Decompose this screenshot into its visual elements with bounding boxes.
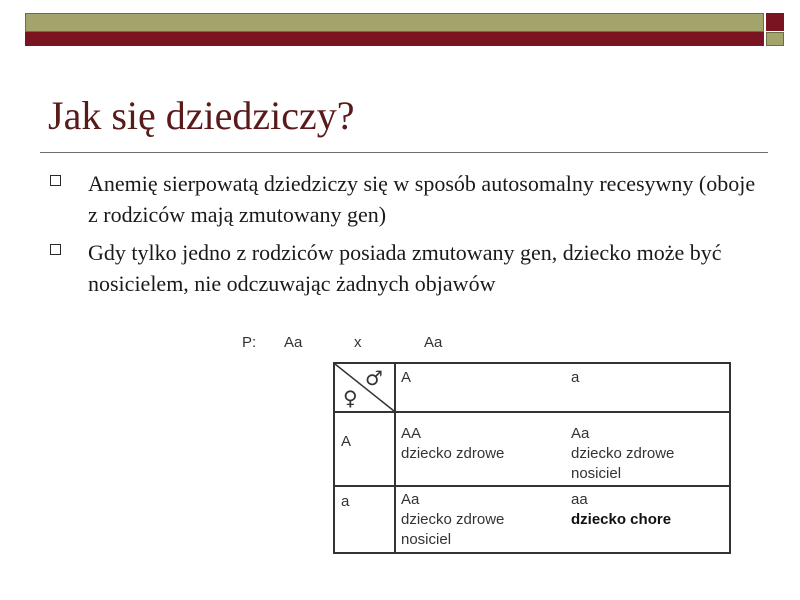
row-header: a [341, 493, 350, 510]
bullet-text: Gdy tylko jedno z rodziców posiada zmutowany gen, dziecko może być nosicielem, nie odczuwając żadnych objawów [88, 240, 722, 296]
cell-description: dziecko chore [571, 511, 672, 528]
row-header: A [341, 433, 352, 450]
cell-genotype: aa [571, 491, 588, 508]
table-cell [401, 490, 504, 550]
parent-generation-label: P: [242, 334, 257, 351]
cell-description: dziecko zdrowe [401, 511, 505, 528]
bullet-text: Anemię sierpowatą dziedziczy się w sposób autosomalny recesywny (oboje z rodziców mają zmutowany gen) [88, 171, 756, 227]
cell-description: nosiciel [401, 531, 452, 548]
table-vertical-divider [394, 364, 396, 552]
table-cell [401, 424, 504, 464]
corner-block-olive [766, 32, 784, 46]
parent-2-genotype: Aa [424, 334, 443, 351]
title-divider [40, 152, 768, 153]
female-symbol-icon: ♀ [343, 386, 358, 410]
header-bar-olive [25, 13, 764, 32]
cell-genotype: Aa [571, 425, 590, 442]
column-header: A [401, 369, 412, 386]
square-bullet-icon [50, 175, 61, 186]
bullet-item [48, 168, 768, 230]
bullet-list [48, 168, 768, 306]
cell-description: dziecko zdrowe [571, 445, 675, 462]
cell-genotype: Aa [401, 491, 420, 508]
corner-block-maroon [766, 13, 784, 31]
table-cell [571, 490, 671, 530]
table-row-divider [335, 485, 729, 487]
table-cell [571, 424, 674, 484]
punnett-square-diagram [232, 328, 742, 560]
bullet-item [48, 237, 768, 299]
parent-1-genotype: Aa [284, 334, 303, 351]
slide-title: Jak się dziedziczy? [48, 93, 355, 138]
table-header-divider [335, 411, 729, 413]
cell-description: dziecko zdrowe [401, 445, 505, 462]
header-bar-maroon [25, 32, 764, 46]
male-symbol-icon: ♂ [365, 366, 383, 390]
square-bullet-icon [50, 244, 61, 255]
column-header: a [571, 369, 580, 386]
cell-genotype: AA [401, 425, 422, 442]
punnett-square [333, 362, 731, 554]
cross-symbol: x [354, 334, 362, 351]
cell-description: nosiciel [571, 465, 622, 482]
